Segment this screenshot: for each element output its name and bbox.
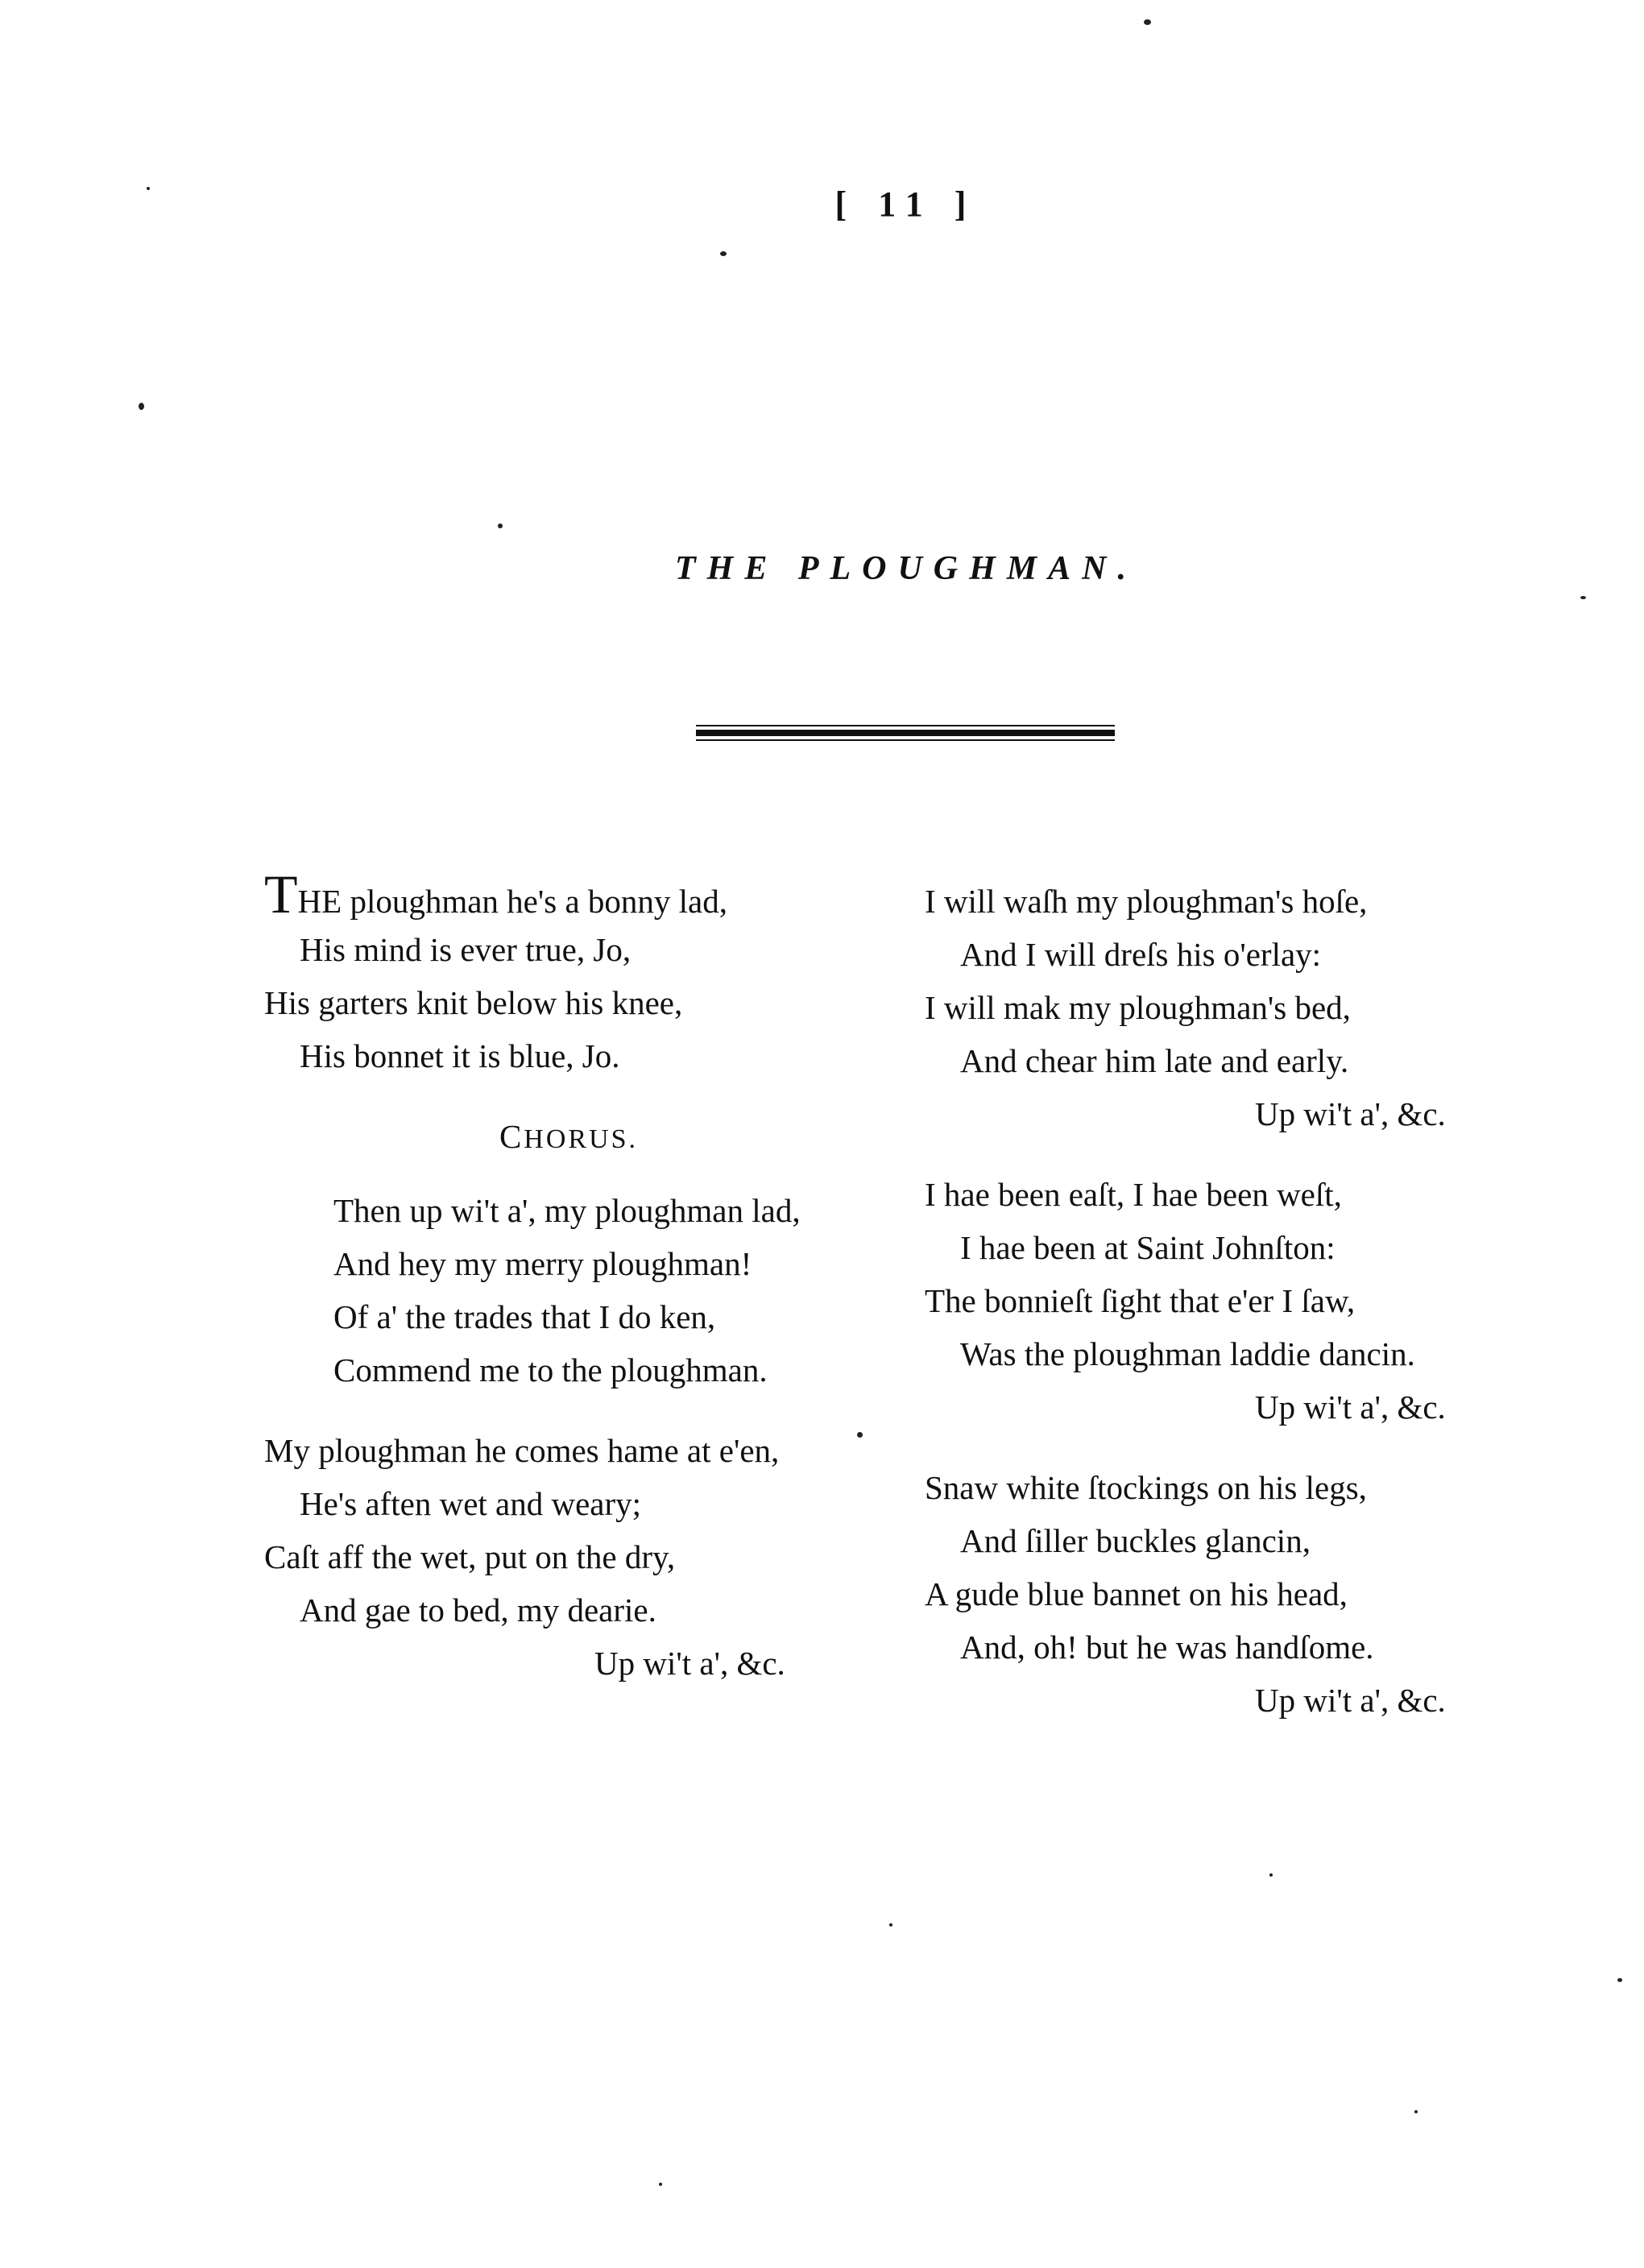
scan-speck <box>139 403 144 410</box>
scan-speck <box>1269 1873 1273 1877</box>
verse-line: Commend me to the ploughman. <box>333 1351 768 1389</box>
title-rule-bottom <box>696 739 1115 741</box>
scan-speck <box>889 1923 892 1927</box>
chorus <box>264 1184 909 1397</box>
verse-line: Was the ploughman laddie dancin. <box>960 1335 1415 1372</box>
scan-speck <box>1617 1978 1622 1982</box>
verse-line: His garters knit below his knee, <box>264 984 683 1021</box>
scan-speck <box>720 251 727 256</box>
scan-speck <box>1144 19 1151 25</box>
refrain: Up wi't a', &c. <box>1255 1389 1446 1426</box>
stanza-1 <box>264 863 909 1082</box>
verse-line: I hae been at Saint Johnſton: <box>960 1229 1335 1266</box>
verse-line: Of a' the trades that I do ken, <box>333 1298 716 1335</box>
page-number: [ 11 ] <box>834 184 978 224</box>
verse-line: And ſiller buckles glancin, <box>960 1522 1311 1559</box>
scan-speck <box>857 1432 863 1438</box>
verse-line: The bonnieſt ſight that e'er I ſaw, <box>925 1282 1356 1319</box>
verse-line: And, oh! but he was handſome. <box>960 1629 1374 1666</box>
verse-line: His mind is ever true, Jo, <box>300 931 632 968</box>
scan-speck <box>498 524 503 528</box>
verse-line: And hey my merry ploughman! <box>333 1245 752 1282</box>
verse-line: And I will dreſs his o'erlay: <box>960 936 1322 973</box>
refrain: Up wi't a', &c. <box>1255 1095 1446 1132</box>
right-column <box>925 875 1569 1754</box>
title-rule-top <box>696 725 1115 726</box>
scan-speck <box>659 2183 662 2186</box>
stanza-5 <box>925 1461 1569 1727</box>
refrain: Up wi't a', &c. <box>1255 1682 1446 1719</box>
verse-line: Caſt aff the wet, put on the dry, <box>264 1538 676 1575</box>
poem-title: THE PLOUGHMAN. <box>675 550 1137 587</box>
refrain: Up wi't a', &c. <box>594 1645 785 1682</box>
chorus-heading: CHORUS. <box>499 1118 639 1155</box>
verse-line: Snaw white ſtockings on his legs, <box>925 1469 1367 1506</box>
verse-line: Then up wi't a', my ploughman lad, <box>333 1192 801 1229</box>
stanza-3 <box>925 875 1569 1140</box>
drop-cap: T <box>264 863 298 925</box>
verse-line: He's aften wet and weary; <box>300 1485 642 1522</box>
verse-line: I hae been eaſt, I hae been weſt, <box>925 1176 1342 1213</box>
verse-line: A gude blue bannet on his head, <box>925 1575 1348 1612</box>
title-rule-thick <box>696 730 1115 736</box>
scan-speck <box>1414 2110 1418 2113</box>
stanza-2 <box>264 1424 909 1690</box>
left-column <box>264 863 909 1717</box>
scan-speck <box>147 187 150 190</box>
scan-speck <box>1580 596 1586 599</box>
verse-line: And gae to bed, my dearie. <box>300 1591 656 1629</box>
verse-line: I will mak my ploughman's bed, <box>925 989 1351 1026</box>
verse-line: And chear him late and early. <box>960 1042 1349 1079</box>
verse-line: His bonnet it is blue, Jo. <box>300 1037 620 1074</box>
verse-line: THE ploughman he's a bonny lad, <box>264 863 728 925</box>
verse-line: I will waſh my ploughman's hoſe, <box>925 883 1368 920</box>
verse-line: My ploughman he comes hame at e'en, <box>264 1432 780 1469</box>
stanza-4 <box>925 1168 1569 1434</box>
